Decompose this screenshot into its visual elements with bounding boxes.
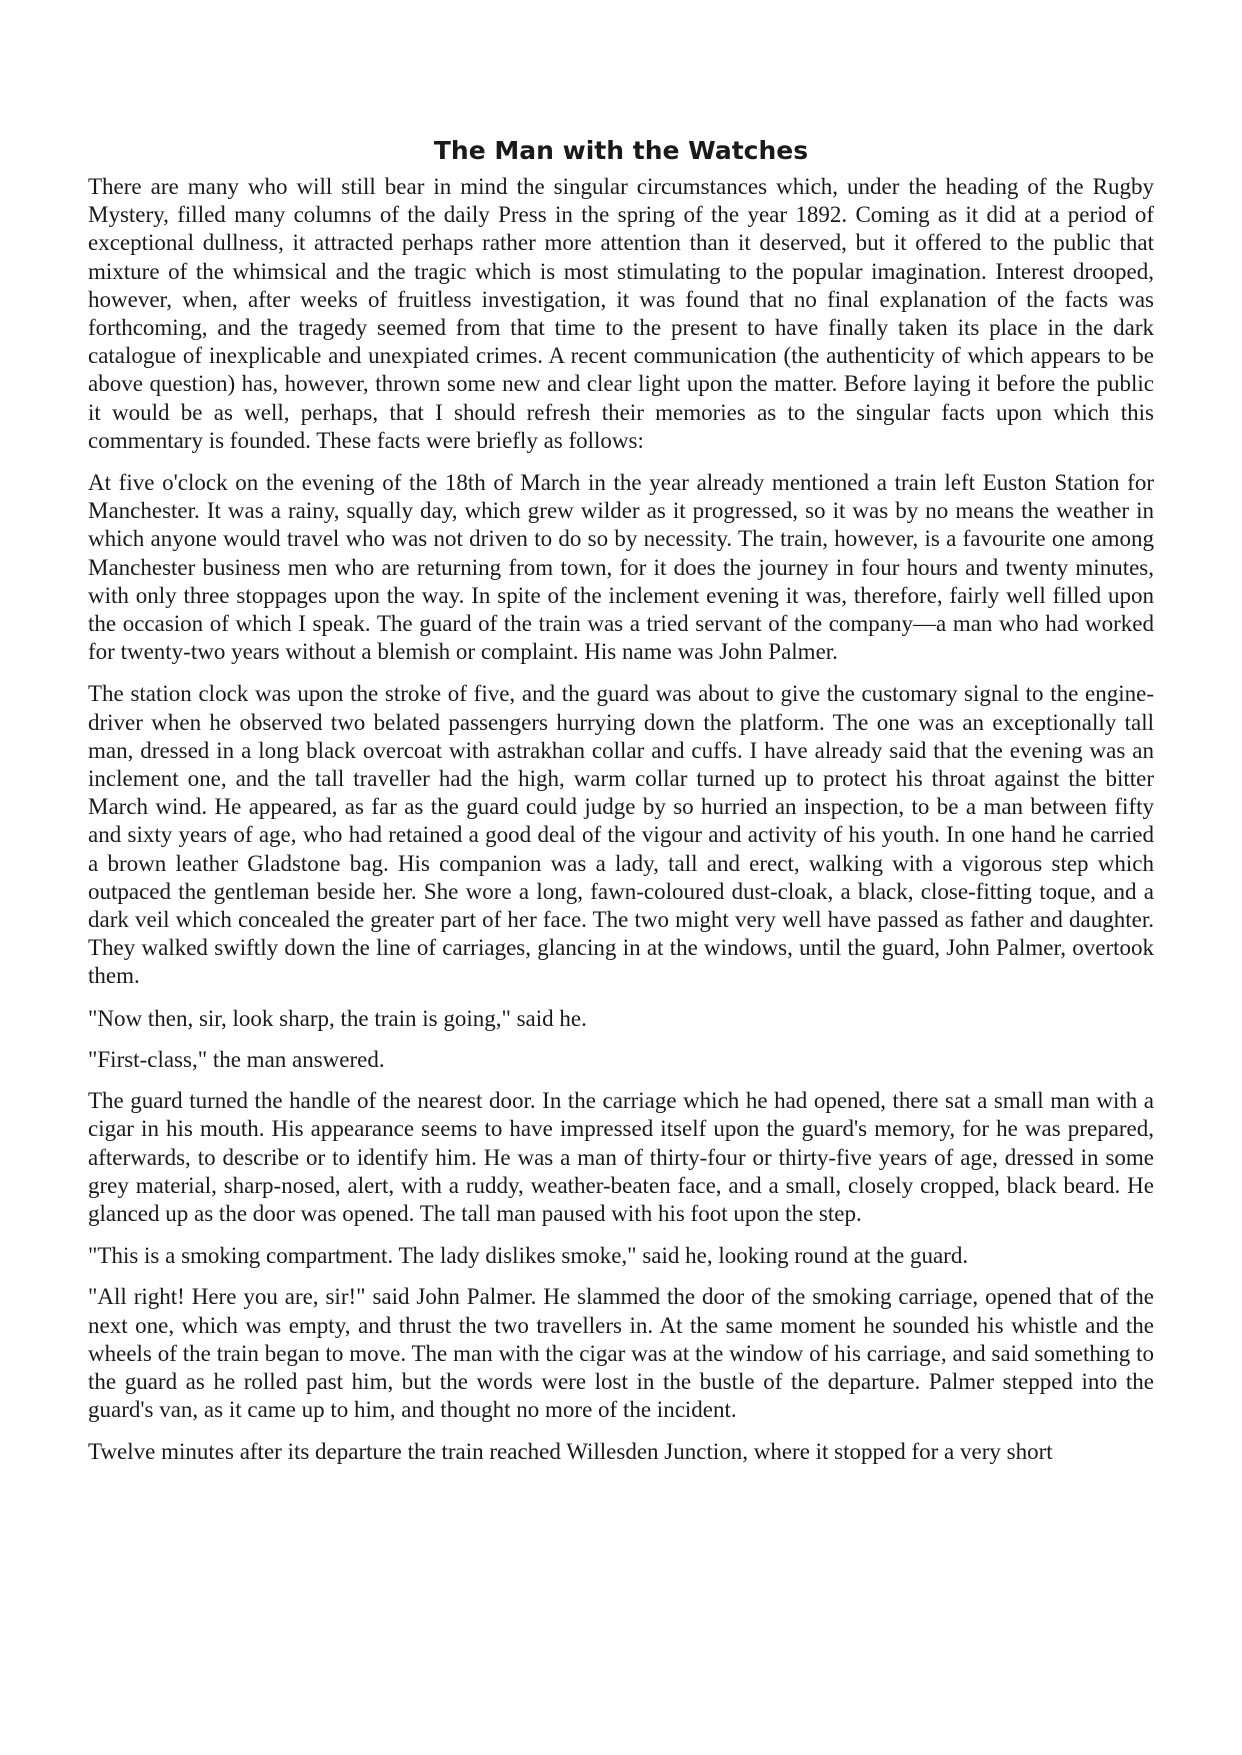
paragraph: "This is a smoking compartment. The lady dislikes smoke," said he, looking round at the guard.: [88, 1243, 969, 1269]
paragraph: The guard turned the handle of the nearest door. In the carriage which he had opened, there sat a small man with a cigar in his mouth. His appearance seems to have impressed itself upon the guard's memory, for he was prepared, afterwards, to describe or to identify him. He was a man of thirty-four or thirty-five years of age, dressed in some grey material, sharp-nosed, alert, with a ruddy, weather-beaten face, and a small, closely cropped, black beard. He glanced up as the door was opened. The tall man paused with his foot upon the step.: [88, 1088, 1154, 1226]
paragraph: "All right! Here you are, sir!" said John Palmer. He slammed the door of the smoking carriage, opened that of the next one, which was empty, and thrust the two travellers in. At the same moment he sounded his whistle and the wheels of the train began to move. The man with the cigar was at the window of his carriage, and said something to the guard as he rolled past him, but the words were lost in the bustle of the departure. Palmer stepped into the guard's van, as it came up to him, and thought no more of the incident.: [88, 1284, 1154, 1423]
paragraph: At five o'clock on the evening of the 18th of March in the year already mentioned a train left Euston Station for Manchester. It was a rainy, squally day, which grew wilder as it progressed, so it was by no means the weather in which anyone would travel who was not driven to do so by necessity. The train, however, is a favourite one among Manchester business men who are returning from town, for it does the journey in four hours and twenty minutes, with only three stoppages upon the way. In spite of the inclement evening it was, therefore, fairly well filled upon the occasion of which I speak. The guard of the train was a tried servant of the company—a man who had worked for twenty-two years without a blemish or complaint. His name was John Palmer.: [88, 470, 1154, 665]
paragraph: "Now then, sir, look sharp, the train is going," said he.: [88, 1005, 587, 1031]
document-title: The Man with the Watches: [433, 136, 809, 165]
paragraph: "First-class," the man answered.: [88, 1046, 385, 1072]
paragraph: There are many who will still bear in mind the singular circumstances which, under the heading of the Rugby Mystery, filled many columns of the daily Press in the spring of the year 1892. Coming as it did at a period of exceptional dullness, it attracted perhaps rather more attention than it deserved, but it offered to the public that mixture of the whimsical and the tragic which is most stimulating to the popular imagination. Interest drooped, however, when, after weeks of fruitless investigation, it was found that no final explanation of the facts was forthcoming, and the tragedy seemed from that time to the present to have finally taken its place in the dark catalogue of inexplicable and unexpiated crimes. A recent communication (the authenticity of which appears to be above question) has, however, thrown some new and clear light upon the matter. Before laying it before the public it would be as well, perhaps, that I should refresh their memories as to the singular facts upon which this commentary is founded. These facts were briefly as follows:: [88, 174, 1154, 453]
paragraph: Twelve minutes after its departure the train reached Willesden Junction, where it stopped for a very short: [88, 1439, 1053, 1465]
paragraph: The station clock was upon the stroke of five, and the guard was about to give the customary signal to the engine-driver when he observed two belated passengers hurrying down the platform. The one was an exceptionally tall man, dressed in a long black overcoat with astrakhan collar and cuffs. I have already said that the evening was an inclement one, and the tall traveller had the high, warm collar turned up to protect his throat against the bitter March wind. He appeared, as far as the guard could judge by so hurried an inspection, to be a man between fifty and sixty years of age, who had retained a good deal of the vigour and activity of his youth. In one hand he carried a brown leather Gladstone bag. His companion was a lady, tall and erect, walking with a vigorous step which outpaced the gentleman beside her. She wore a long, fawn-coloured dust-cloak, a black, close-fitting toque, and a dark veil which concealed the greater part of her face. The two might very well have passed as father and daughter. They walked swiftly down the line of carriages, glancing in at the windows, until the guard, John Palmer, overtook them.: [88, 681, 1154, 989]
document-body: [88, 131, 1154, 1481]
